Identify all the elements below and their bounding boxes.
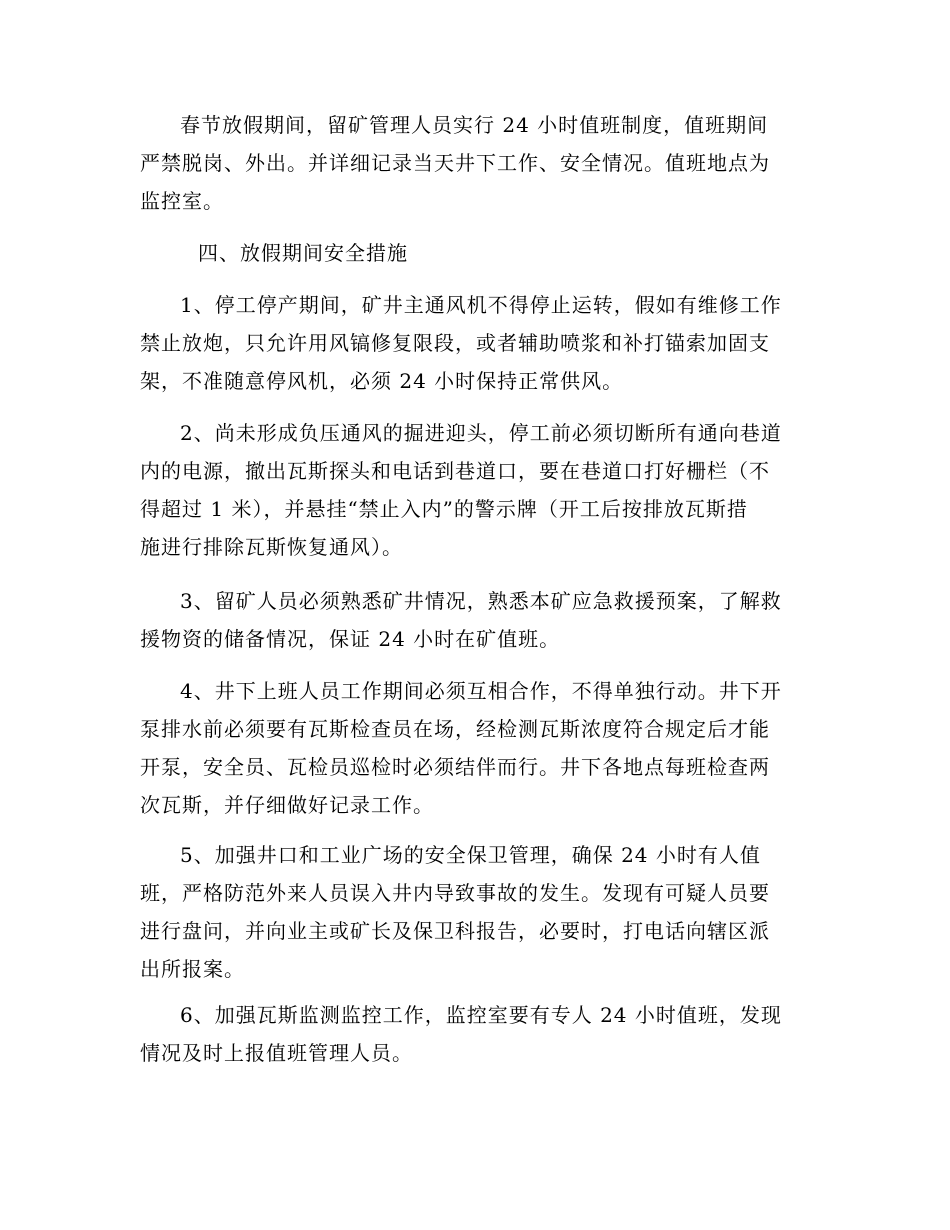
text-line: 班，严格防范外来人员误入井内导致事故的发生。发现有可疑人员要 xyxy=(140,881,770,905)
heading-text: 四、放假期间安全措施 xyxy=(198,241,408,265)
paragraph-item-2 xyxy=(140,414,810,566)
text-line: 内的电源，撤出瓦斯探头和电话到巷道口，要在巷道口打好栅栏（不 xyxy=(140,459,770,483)
text-line: 春节放假期间，留矿管理人员实行 24 小时值班制度，值班期间 xyxy=(180,113,769,137)
text-line: 得超过 1 米），并悬挂“禁止入内”的警示牌（开工后按排放瓦斯措 xyxy=(140,497,748,521)
text-line: 监控室。 xyxy=(140,189,224,213)
text-line: 次瓦斯，并仔细做好记录工作。 xyxy=(140,793,434,817)
text-line: 情况及时上报值班管理人员。 xyxy=(140,1041,413,1065)
text-line: 禁止放炮，只允许用风镐修复限段，或者辅助喷浆和补打锚索加固支 xyxy=(140,331,770,355)
paragraph-item-6 xyxy=(140,996,810,1072)
section-heading xyxy=(140,234,810,272)
text-line: 出所报案。 xyxy=(140,957,245,981)
text-line: 严禁脱岗、外出。并详细记录当天井下工作、安全情况。值班地点为 xyxy=(140,151,770,175)
text-line: 架，不准随意停风机，必须 24 小时保持正常供风。 xyxy=(140,369,624,393)
text-line: 4、井下上班人员工作期间必须互相合作，不得单独行动。井下开 xyxy=(180,679,782,703)
text-line: 泵排水前必须要有瓦斯检查员在场，经检测瓦斯浓度符合规定后才能 xyxy=(140,717,770,741)
paragraph-duty-system xyxy=(140,106,810,220)
paragraph-item-3 xyxy=(140,582,810,658)
text-line: 施进行排除瓦斯恢复通风）。 xyxy=(140,535,403,559)
paragraph-item-5 xyxy=(140,836,810,988)
text-line: 开泵，安全员、瓦检员巡检时必须结伴而行。井下各地点每班检查两 xyxy=(140,755,770,779)
text-line: 1、停工停产期间，矿井主通风机不得停止运转，假如有维修工作 xyxy=(180,293,782,317)
text-line: 2、尚未形成负压通风的掘进迎头，停工前必须切断所有通向巷道 xyxy=(180,421,782,445)
paragraph-item-4 xyxy=(140,672,810,824)
text-line: 进行盘问，并向业主或矿长及保卫科报告，必要时，打电话向辖区派 xyxy=(140,919,770,943)
text-line: 6、加强瓦斯监测监控工作，监控室要有专人 24 小时值班，发现 xyxy=(180,1003,782,1027)
text-line: 援物资的储备情况，保证 24 小时在矿值班。 xyxy=(140,627,561,651)
text-line: 5、加强井口和工业广场的安全保卫管理，确保 24 小时有人值 xyxy=(180,843,761,867)
paragraph-item-1 xyxy=(140,286,810,400)
text-line: 3、留矿人员必须熟悉矿井情况，熟悉本矿应急救援预案，了解救 xyxy=(180,589,782,613)
